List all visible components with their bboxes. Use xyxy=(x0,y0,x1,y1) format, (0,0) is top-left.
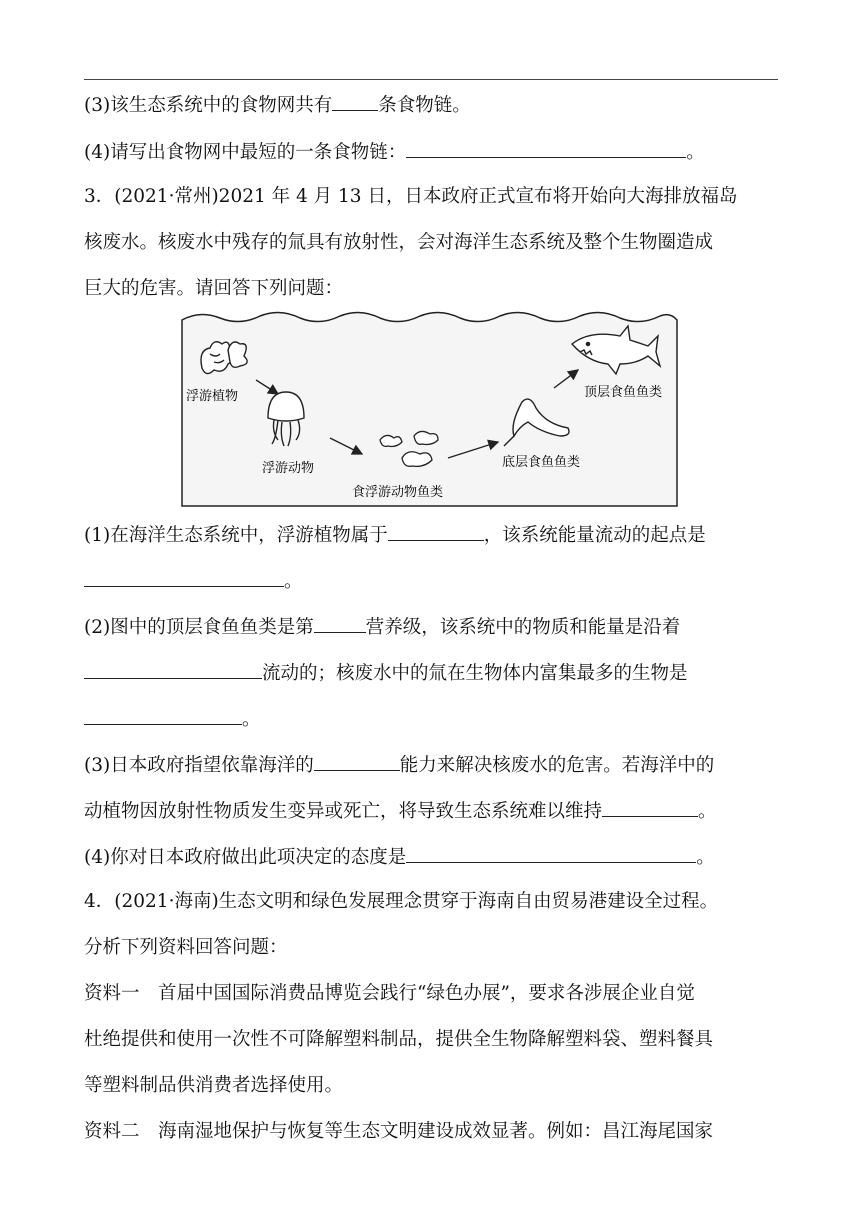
marine-food-chain-figure xyxy=(180,308,679,508)
q3-part2-line2: 流动的；核废水中的氚在生物体内富集最多的生物是 xyxy=(84,660,784,686)
q3-part2-line1: (2)图中的顶层食鱼鱼类是第 营养级，该系统中的物质和能量是沿着 xyxy=(84,614,784,640)
answer-blank[interactable] xyxy=(84,568,284,587)
label-bottom-fish: 底层食鱼鱼类 xyxy=(502,455,581,470)
answer-blank[interactable] xyxy=(314,614,366,633)
q2-part3: (3)该生态系统中的食物网共有 条食物链。 xyxy=(84,92,784,118)
q4-material1-line3: 等塑料制品供消费者选择使用。 xyxy=(84,1075,344,1096)
q3-part1-line2: 。 xyxy=(84,568,784,594)
answer-blank[interactable] xyxy=(602,798,698,817)
label-zooplankton: 浮游动物 xyxy=(262,461,315,476)
answer-blank[interactable] xyxy=(84,660,262,679)
q2-part4: (4)请写出食物网中最短的一条食物链： 。 xyxy=(84,139,784,165)
q3-part1-line1: (1)在海洋生态系统中，浮游植物属于 ，该系统能量流动的起点是 xyxy=(84,522,784,548)
q4-material1-line1: 资料一 首届中国国际消费品博览会践行“绿色办展”，要求各涉展企业自觉 xyxy=(84,983,695,1004)
q4-material2-line1: 资料二 海南湿地保护与恢复等生态文明建设成效显著。例如：昌江海尾国家 xyxy=(84,1121,714,1142)
label-top-fish: 顶层食鱼鱼类 xyxy=(584,385,663,400)
answer-blank[interactable] xyxy=(406,844,696,863)
q4-material1-line2: 杜绝提供和使用一次性不可降解塑料制品，提供全生物降解塑料袋、塑料餐具 xyxy=(84,1029,714,1050)
q3-intro-line1: 3．(2021·常州)2021 年 4 月 13 日，日本政府正式宣布将开始向大海排放福岛 xyxy=(84,186,738,207)
answer-blank[interactable] xyxy=(406,139,686,158)
answer-blank[interactable] xyxy=(388,522,484,541)
q4-intro-line1: 4．(2021·海南)生态文明和绿色发展理念贯穿于海南自由贸易港建设全过程。 xyxy=(84,891,719,912)
q3-intro-line3: 巨大的危害。请回答下列问题： xyxy=(84,278,344,299)
q4-intro-line2: 分析下列资料回答问题： xyxy=(84,937,288,958)
label-plankton-eating-fish: 食浮游动物鱼类 xyxy=(352,485,444,500)
answer-blank[interactable] xyxy=(314,752,400,771)
label-phytoplankton: 浮游植物 xyxy=(186,389,239,404)
q3-part2-line3: 。 xyxy=(84,706,784,732)
q3-part4: (4)你对日本政府做出此项决定的态度是 。 xyxy=(84,844,784,870)
q3-part3-line1: (3)日本政府指望依靠海洋的 能力来解决核废水的危害。若海洋中的 xyxy=(84,752,784,778)
q3-intro-line2: 核废水。核废水中残存的氚具有放射性，会对海洋生态系统及整个生物圈造成 xyxy=(84,232,714,253)
q3-part3-line2: 动植物因放射性物质发生变异或死亡，将导致生态系统难以维持 。 xyxy=(84,798,784,824)
answer-blank[interactable] xyxy=(332,92,378,111)
header-rule xyxy=(84,79,778,80)
answer-blank[interactable] xyxy=(84,706,242,725)
